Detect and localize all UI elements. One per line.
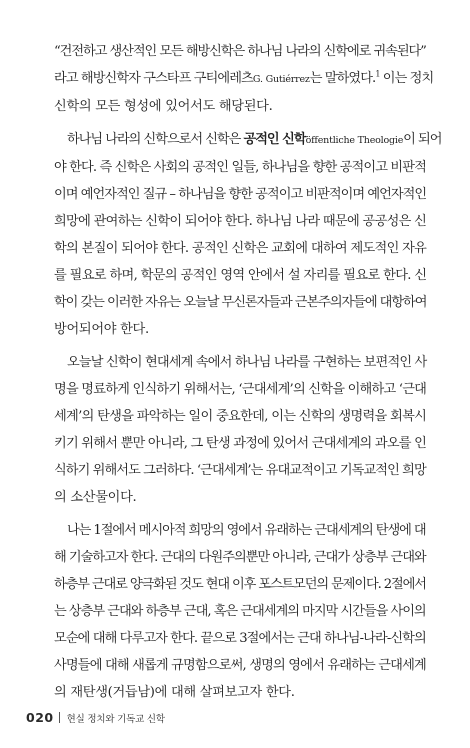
paragraph-1-line-2-rest: 는 말하였다. (309, 71, 376, 86)
author-name-latin: G. Gutiérrez (252, 74, 310, 85)
paragraph-4-line-3: 하층부 근대로 양극화된 것도 현대 이후 포스트모던의 문제이다. 2절에서 (54, 577, 426, 592)
running-book-title: 현실 정치와 기독교 신학 (66, 713, 165, 725)
footer-divider (59, 712, 60, 723)
term-public-theology: 공적인 신학 (243, 132, 306, 147)
paragraph-3-line-6: 의 소산물이다. (54, 490, 137, 505)
paragraph-2-line-8: 방어되어야 한다. (54, 322, 149, 337)
paragraph-4-line-5: 모순에 대해 다루고자 한다. 끝으로 3절에서는 근대 하나님-나라-신학의 (54, 631, 426, 646)
page-number: 020 (26, 710, 54, 725)
page-body (54, 38, 442, 706)
paragraph-2 (54, 126, 442, 343)
paragraph-4-line-7: 의 재탄생(거듭남)에 대해 살펴보고자 한다. (54, 685, 295, 700)
paragraph-1-line-1: “건전하고 생산적인 모든 해방신학은 하나님 나라의 신학에로 귀속된다” (54, 44, 426, 59)
paragraph-4-line-2: 해 기술하고자 한다. 근대의 다원주의뿐만 아니라, 근대가 상층부 근대와 (54, 550, 426, 565)
paragraph-1-line-3: 신학의 모든 형성에 있어서도 해당된다. (54, 99, 273, 114)
footnote-marker[interactable]: 1 (375, 69, 380, 79)
paragraph-2-line-1-tail: 이 되어 (403, 132, 442, 147)
paragraph-2-line-1-pre: 하나님 나라의 신학으로서 신학은 (67, 132, 244, 147)
page-footer (26, 710, 165, 725)
paragraph-3-line-4: 키기 위해서 뿐만 아니라, 그 탄생 과정에 있어서 근대세계의 과오를 인 (54, 436, 427, 451)
paragraph-4-line-4: 는 상층부 근대와 하층부 근대, 혹은 근대세계의 마지막 시간들을 사이의 (54, 604, 426, 619)
paragraph-3 (54, 349, 426, 511)
paragraph-2-line-4: 희망에 관여하는 신학이 되어야 한다. 하나님 나라 때문에 공공성은 신 (54, 214, 427, 229)
paragraph-3-line-5: 식하기 위해서도 그러하다. ‘근대세계’는 유대교적이고 기독교적인 희망 (54, 463, 426, 478)
paragraph-4 (54, 517, 426, 706)
paragraph-3-line-2: 명을 명료하게 인식하기 위해서는, ‘근대세계’의 신학을 이해하고 ‘근대 (54, 382, 427, 397)
paragraph-2-line-2: 야 한다. 즉 신학은 사회의 공적인 일들, 하나님을 향한 공적이고 비판적 (54, 160, 426, 175)
paragraph-2-line-1 (54, 126, 442, 154)
paragraph-1-line-2-text: 라고 해방신학자 구스타프 구티에레츠 (54, 71, 253, 86)
paragraph-2-line-3: 이며 예언자적인 질규 – 하나님을 향한 공적이고 비판적이며 예언자적인 (54, 187, 427, 202)
paragraph-2-line-5: 학의 본질이 되어야 한다. 공적인 신학은 교회에 대하여 제도적인 자유 (54, 241, 427, 256)
paragraph-1-line-2-tail: 이는 정치 (379, 71, 434, 86)
paragraph-2-line-6: 를 필요로 하며, 학문의 공적인 영역 안에서 설 자리를 필요로 한다. 신 (54, 268, 427, 283)
paragraph-4-line-1: 나는 1절에서 메시아적 희망의 영에서 유래하는 근대세계의 탄생에 대 (67, 523, 426, 538)
paragraph-3-line-3: 세계’의 탄생을 파악하는 일이 중요한데, 이는 신학의 생명력을 회복시 (54, 409, 427, 424)
term-public-theology-german: öffentliche Theologie (305, 135, 404, 146)
paragraph-2-line-7: 학이 갖는 이러한 자유는 오늘날 무신론자들과 근본주의자들에 대항하여 (54, 295, 427, 310)
paragraph-4-line-6: 사명들에 대해 새롭게 규명함으로써, 생명의 영에서 유래하는 근대세계 (54, 658, 426, 673)
paragraph-1-line-2 (54, 65, 434, 93)
paragraph-3-line-1: 오늘날 신학이 현대세계 속에서 하나님 나라를 구현하는 보편적인 사 (67, 355, 427, 370)
paragraph-1 (54, 38, 434, 120)
